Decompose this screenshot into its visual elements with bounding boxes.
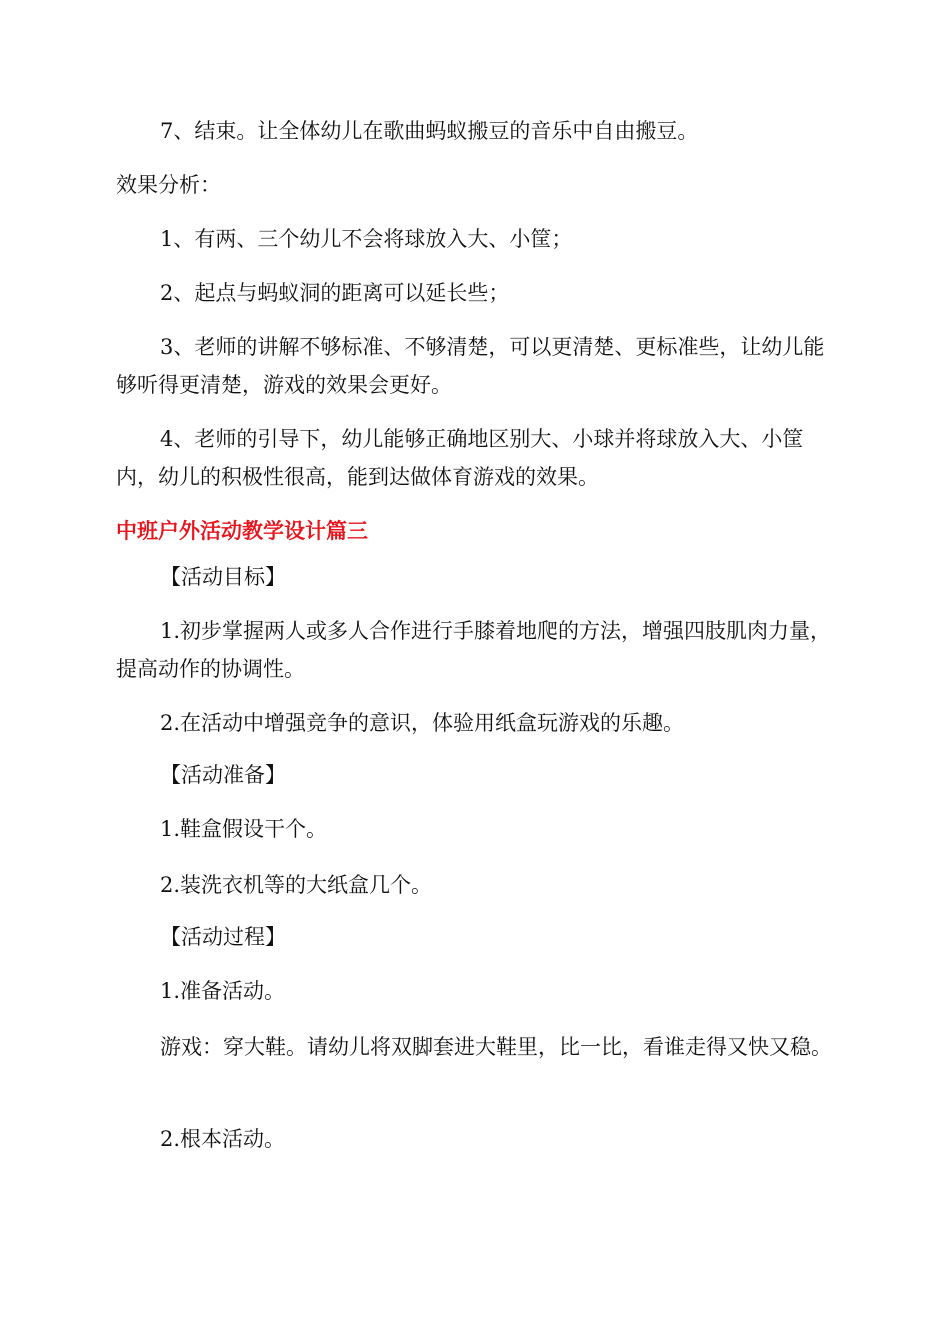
paragraph-goal-1: 1.初步掌握两人或多人合作进行手膝着地爬的方法，增强四肢肌肉力量，提高动作的协调性。 (116, 619, 832, 681)
paragraph-game-description: 游戏：穿大鞋。请幼儿将双脚套进大鞋里，比一比，看谁走得又快又稳。 (160, 1035, 832, 1059)
paragraph-analysis-2: 2、起点与蚂蚁洞的距离可以延长些； (160, 281, 510, 305)
paragraph-analysis-1: 1、有两、三个幼儿不会将球放入大、小筐； (160, 227, 573, 251)
paragraph-goal-2: 2.在活动中增强竞争的意识，体验用纸盒玩游戏的乐趣。 (160, 711, 685, 735)
paragraph-process-1: 1.准备活动。 (160, 979, 286, 1003)
paragraph-analysis-4: 4、老师的引导下，幼儿能够正确地区别大、小球并将球放入大、小筐内，幼儿的积极性很高，能到达做体育游戏的效果。 (116, 427, 804, 489)
paragraph-activity-goals-label: 【活动目标】 (160, 565, 286, 589)
paragraph-prep-2: 2.装洗衣机等的大纸盒几个。 (160, 873, 433, 897)
paragraph-process-2: 2.根本活动。 (160, 1127, 286, 1151)
paragraph-effect-analysis-label: 效果分析： (116, 173, 221, 197)
paragraph-activity-prep-label: 【活动准备】 (160, 763, 286, 787)
paragraph-activity-process-label: 【活动过程】 (160, 925, 286, 949)
paragraph-analysis-3: 3、老师的讲解不够标准、不够清楚，可以更清楚、更标准些，让幼儿能够听得更清楚，游戏的效果会更好。 (116, 335, 825, 397)
paragraph-step-7: 7、结束。让全体幼儿在歌曲蚂蚁搬豆的音乐中自由搬豆。 (160, 119, 699, 143)
section-heading: 中班户外活动教学设计篇三 (116, 519, 368, 543)
paragraph-prep-1: 1.鞋盒假设干个。 (160, 817, 328, 841)
